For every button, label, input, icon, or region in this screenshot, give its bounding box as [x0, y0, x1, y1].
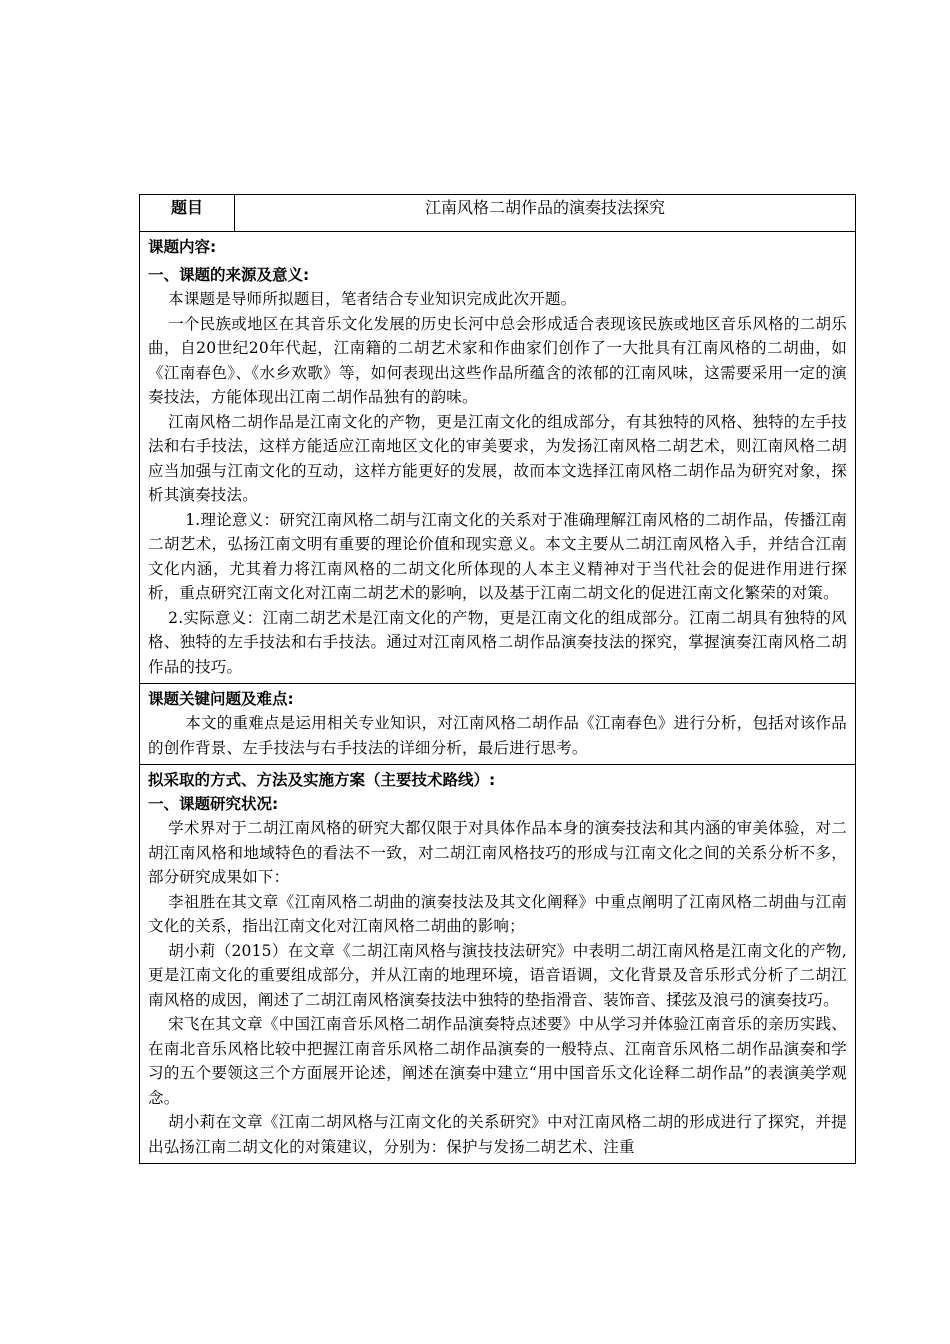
subheading-research-status: 一、课题研究状况: — [148, 795, 279, 813]
methods-row — [140, 765, 856, 1164]
paragraph: 宋飞在其文章《中国江南音乐风格二胡作品演奏特点述要》中从学习并体验江南音乐的亲历实践、在南北音乐风格比较中把握江南音乐风格二胡作品演奏的一般特点、江南音乐风格二胡作品演奏和学习的五个要领这三个方面展开论述，阐述在演奏中建立“用中国音乐文化诠释二胡作品”的表演美学观念。 — [148, 1015, 847, 1107]
paragraph: 胡小莉在文章《江南二胡风格与江南文化的关系研究》中对江南风格二胡的形成进行了探究，并提出弘扬江南二胡文化的对策建议，分别为：保护与发扬二胡艺术、注重 — [148, 1113, 847, 1156]
paragraph: 学术界对于二胡江南风格的研究大都仅限于对具体作品本身的演奏技法和其内涵的审美体验，对二胡江南风格和地域特色的看法不一致，对二胡江南风格技巧的形成与江南文化之间的关系分析不多，部分研究成果如下： — [148, 819, 847, 886]
paragraph: 李祖胜在其文章《江南风格二胡曲的演奏技法及其文化阐释》中重点阐明了江南风格二胡曲与江南文化的关系，指出江南文化对江南风格二胡曲的影响； — [148, 892, 847, 935]
title-value: 江南风格二胡作品的演奏技法探究 — [235, 195, 856, 232]
title-label: 题目 — [140, 195, 235, 232]
paragraph-theoretical-significance: 1.理论意义：研究江南风格二胡与江南文化的关系对于准确理解江南风格的二胡作品，传播江南二胡艺术，弘扬江南文明有重要的理论价值和现实意义。本文主要从二胡江南风格入手，并结合江南文化内涵，尤其着力将江南风格的二胡文化所体现的人本主义精神对于当代社会的促进作用进行探析，重点研究江南文化对江南二胡艺术的影响，以及基于江南二胡文化的促进江南文化繁荣的对策。 — [148, 510, 847, 602]
methods-section — [140, 765, 856, 1164]
content-section-row — [140, 232, 856, 684]
paragraph: 江南风格二胡作品是江南文化的产物，更是江南文化的组成部分，有其独特的风格、独特的左手技法和右手技法，这样方能适应江南地区文化的审美要求，为发扬江南风格二胡艺术，则江南风格二胡应当加强与江南文化的互动，这样方能更好的发展，故而本文选择江南风格二胡作品为研究对象，探析其演奏技法。 — [148, 412, 847, 504]
paragraph: 本文的重难点是运用相关专业知识，对江南风格二胡作品《江南春色》进行分析，包括对该作品的创作背景、左手技法与右手技法的详细分析，最后进行思考。 — [148, 714, 847, 757]
paragraph-practical-significance: 2.实际意义：江南二胡艺术是江南文化的产物，更是江南文化的组成部分。江南二胡具有独特的风格、独特的左手技法和右手技法。通过对江南风格二胡作品演奏技法的探究，掌握演奏江南风格二胡作品的技巧。 — [148, 608, 847, 676]
paragraph: 胡小莉（2015）在文章《二胡江南风格与演技技法研究》中表明二胡江南风格是江南文化的产物,更是江南文化的重要组成部分，并从江南的地理环境，语音语调，文化背景及音乐形式分析了二胡江南风格的成因，阐述了二胡江南风格演奏技法中独特的垫指滑音、装饰音、揉弦及浪弓的演奏技巧。 — [148, 941, 847, 1009]
section-heading-methods: 拟采取的方式、方法及实施方案（主要技术路线）: — [148, 771, 496, 789]
proposal-form — [139, 194, 856, 1164]
proposal-table — [139, 194, 856, 1164]
paragraph: 本课题是导师所拟题目，笔者结合专业知识完成此次开题。 — [168, 290, 577, 308]
key-issues-row — [140, 684, 856, 765]
section-heading-content: 课题内容: — [148, 238, 217, 256]
key-issues-section — [140, 684, 856, 765]
section-heading-key-issues: 课题关键问题及难点: — [148, 690, 294, 708]
title-row — [140, 195, 856, 232]
paragraph: 一个民族或地区在其音乐文化发展的历史长河中总会形成适合表现该民族或地区音乐风格的二胡乐曲，自20世纪20年代起，江南籍的二胡艺术家和作曲家们创作了一大批具有江南风格的二胡曲，如《江南春色》、《水乡欢歌》等，如何表现出这些作品所蕴含的浓郁的江南风味，这需要采用一定的演奏技法，方能体现出江南二胡作品独有的韵味。 — [148, 314, 847, 406]
content-section — [140, 232, 856, 684]
subheading-source-significance: 一、课题的来源及意义: — [148, 266, 310, 284]
